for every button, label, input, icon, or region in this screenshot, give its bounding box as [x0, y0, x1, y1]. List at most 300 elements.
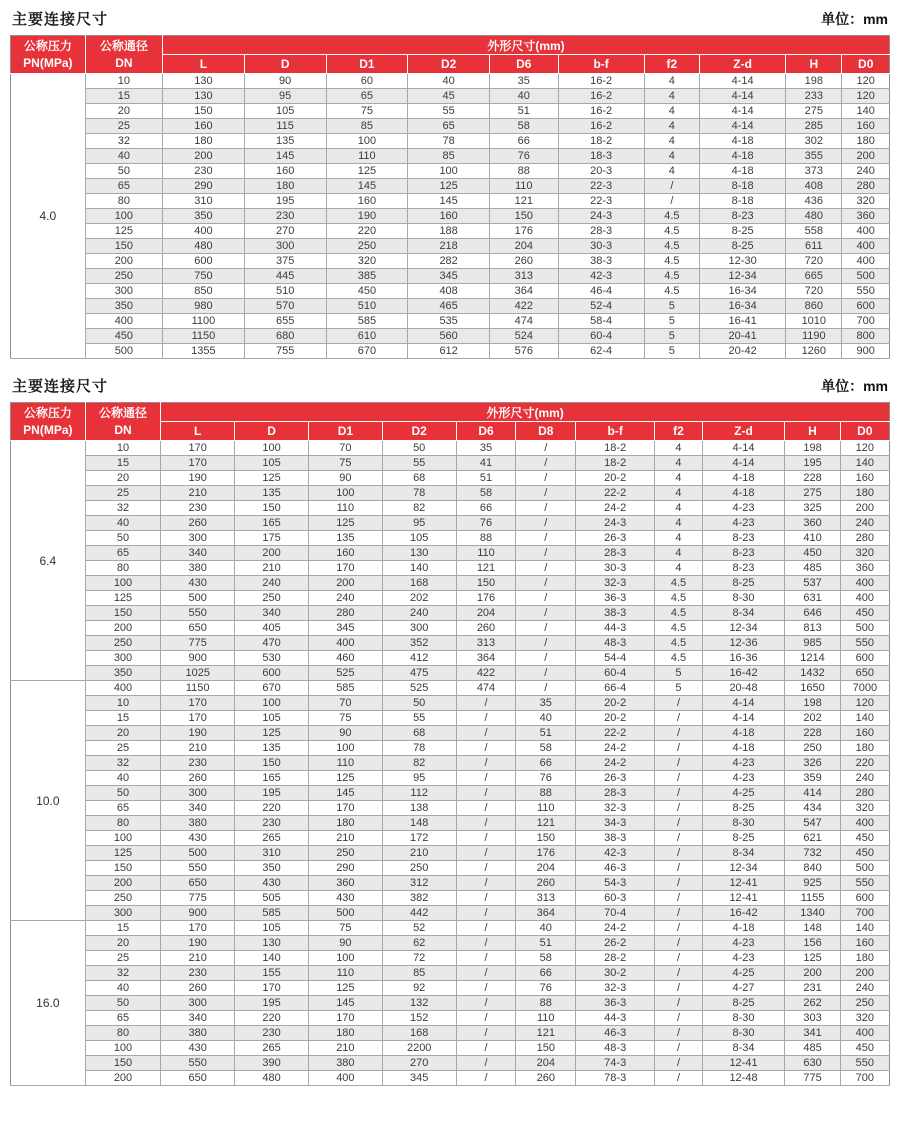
- table-row: [11, 576, 890, 591]
- dim-cell: 170: [161, 441, 235, 456]
- dim-cell: 195: [785, 456, 840, 471]
- dim-cell: 1190: [786, 329, 842, 344]
- dim-cell: 4-23: [702, 501, 785, 516]
- dim-cell: 320: [326, 254, 408, 269]
- dim-cell: 285: [786, 119, 842, 134]
- dim-cell: 20-3: [558, 164, 644, 179]
- table-row: [11, 1041, 890, 1056]
- dim-cell: 130: [235, 936, 309, 951]
- dim-cell: 90: [308, 936, 382, 951]
- dim-cell: /: [655, 786, 702, 801]
- dim-cell: 16-2: [558, 119, 644, 134]
- dim-cell: 148: [785, 921, 840, 936]
- dim-cell: 38-3: [576, 831, 655, 846]
- dim-cell: 150: [235, 501, 309, 516]
- dim-cell: 375: [244, 254, 326, 269]
- dim-cell: 58: [456, 486, 516, 501]
- dim-cell: 180: [840, 951, 889, 966]
- dim-cell: 150: [489, 209, 558, 224]
- dim-cell: 90: [308, 471, 382, 486]
- dim-cell: /: [655, 876, 702, 891]
- table-row: [11, 636, 890, 651]
- dim-cell: 125: [326, 164, 408, 179]
- dim-cell: /: [456, 726, 516, 741]
- dimension-table-pn6-10-16: [10, 402, 890, 1086]
- dim-cell: /: [655, 966, 702, 981]
- dn-cell: 65: [85, 801, 161, 816]
- dim-cell: 720: [786, 254, 842, 269]
- dn-cell: 25: [85, 741, 161, 756]
- dim-cell: /: [456, 1026, 516, 1041]
- dim-cell: 260: [489, 254, 558, 269]
- dim-cell: 275: [786, 104, 842, 119]
- dim-cell: 110: [326, 149, 408, 164]
- table-row: [11, 74, 890, 89]
- dn-cell: 100: [85, 831, 161, 846]
- dim-cell: 62: [382, 936, 456, 951]
- dim-cell: 140: [842, 104, 890, 119]
- dim-cell: 1100: [163, 314, 245, 329]
- dn-cell: 10: [85, 74, 162, 89]
- dim-cell: 88: [489, 164, 558, 179]
- dim-cell: 228: [785, 726, 840, 741]
- table-row: [11, 134, 890, 149]
- dim-cell: 900: [161, 906, 235, 921]
- dim-cell: 8-25: [702, 996, 785, 1011]
- dim-cell: 180: [840, 486, 889, 501]
- dim-cell: 8-30: [702, 1026, 785, 1041]
- dim-cell: 4-18: [700, 134, 786, 149]
- dim-cell: 4-18: [700, 164, 786, 179]
- dn-cell: 80: [85, 816, 161, 831]
- table-section-1: [10, 6, 890, 359]
- table-row: [11, 194, 890, 209]
- dim-cell: 670: [235, 681, 309, 696]
- dim-cell: 105: [244, 104, 326, 119]
- dn-cell: 200: [85, 876, 161, 891]
- dn-cell: 32: [85, 756, 161, 771]
- dim-cell: 585: [235, 906, 309, 921]
- dim-cell: 350: [163, 209, 245, 224]
- dim-cell: 35: [516, 696, 576, 711]
- dim-cell: 400: [840, 591, 889, 606]
- dim-cell: 355: [786, 149, 842, 164]
- dn-cell: 40: [85, 516, 161, 531]
- dim-cell: 16-41: [700, 314, 786, 329]
- dim-cell: 400: [308, 636, 382, 651]
- dim-cell: 840: [785, 861, 840, 876]
- dim-cell: 180: [163, 134, 245, 149]
- dim-cell: 176: [516, 846, 576, 861]
- table-row: [11, 471, 890, 486]
- dim-cell: 100: [308, 741, 382, 756]
- dim-cell: 180: [308, 816, 382, 831]
- dim-cell: 22-3: [558, 179, 644, 194]
- dim-cell: /: [456, 711, 516, 726]
- dim-cell: /: [456, 801, 516, 816]
- dim-cell: 345: [308, 621, 382, 636]
- dim-cell: 450: [840, 1041, 889, 1056]
- dim-cell: 12-41: [702, 891, 785, 906]
- dn-cell: 150: [85, 861, 161, 876]
- dim-cell: 1025: [161, 666, 235, 681]
- dim-cell: 352: [382, 636, 456, 651]
- dim-cell: /: [516, 591, 576, 606]
- dim-cell: 110: [489, 179, 558, 194]
- dim-cell: 172: [382, 831, 456, 846]
- dim-cell: 262: [785, 996, 840, 1011]
- dim-cell: /: [655, 711, 702, 726]
- dim-cell: 145: [308, 996, 382, 1011]
- dim-cell: 260: [456, 621, 516, 636]
- dim-cell: 585: [326, 314, 408, 329]
- dim-cell: 120: [842, 74, 890, 89]
- dim-cell: 30-3: [576, 561, 655, 576]
- dn-cell: 150: [85, 239, 162, 254]
- dim-cell: 4.5: [644, 224, 699, 239]
- col-header-l: L: [163, 55, 245, 74]
- dim-cell: 78: [382, 486, 456, 501]
- dim-cell: 18-2: [576, 441, 655, 456]
- table-row: [11, 966, 890, 981]
- dim-cell: 400: [842, 224, 890, 239]
- dim-cell: 480: [235, 1071, 309, 1086]
- dim-cell: 88: [516, 786, 576, 801]
- dim-cell: 290: [308, 861, 382, 876]
- dim-cell: 12-36: [702, 636, 785, 651]
- dim-cell: 22-2: [576, 486, 655, 501]
- dim-cell: 150: [516, 1041, 576, 1056]
- dim-cell: /: [655, 1041, 702, 1056]
- col-header-d2: D2: [408, 55, 490, 74]
- dim-cell: 231: [785, 981, 840, 996]
- col-header-d: D: [235, 422, 309, 441]
- dim-cell: 4.5: [644, 284, 699, 299]
- dim-cell: 40: [516, 921, 576, 936]
- dim-cell: 52: [382, 921, 456, 936]
- dn-cell: 300: [85, 284, 162, 299]
- table-row: [11, 771, 890, 786]
- dim-cell: 385: [326, 269, 408, 284]
- dim-cell: 364: [516, 906, 576, 921]
- dim-cell: 51: [516, 726, 576, 741]
- dim-cell: 500: [161, 846, 235, 861]
- dim-cell: 400: [308, 1071, 382, 1086]
- table-row: [11, 329, 890, 344]
- dim-cell: 500: [161, 591, 235, 606]
- dim-cell: 45: [408, 89, 490, 104]
- dim-cell: 550: [842, 284, 890, 299]
- dim-cell: 610: [326, 329, 408, 344]
- dim-cell: 560: [408, 329, 490, 344]
- dim-cell: 4.5: [655, 621, 702, 636]
- dim-cell: /: [456, 1071, 516, 1086]
- dim-cell: 4: [644, 134, 699, 149]
- dim-cell: 340: [161, 1011, 235, 1026]
- dim-cell: 450: [785, 546, 840, 561]
- dim-cell: 220: [235, 801, 309, 816]
- dim-cell: 100: [308, 486, 382, 501]
- dim-cell: 310: [163, 194, 245, 209]
- col-header-d0: D0: [840, 422, 889, 441]
- dim-cell: 430: [161, 1041, 235, 1056]
- dim-cell: 260: [161, 771, 235, 786]
- dim-cell: 210: [161, 486, 235, 501]
- pressure-group-cell: 6.4: [11, 441, 86, 681]
- dim-cell: 340: [161, 801, 235, 816]
- unit-label: 单位：mm: [821, 378, 888, 394]
- dim-cell: 8-25: [700, 224, 786, 239]
- dim-cell: 360: [842, 209, 890, 224]
- dim-cell: /: [456, 771, 516, 786]
- dim-cell: 1155: [785, 891, 840, 906]
- dim-cell: /: [456, 846, 516, 861]
- dn-cell: 32: [85, 966, 161, 981]
- dim-cell: 105: [235, 921, 309, 936]
- dim-cell: 240: [840, 981, 889, 996]
- dim-cell: 630: [785, 1056, 840, 1071]
- dim-cell: 210: [382, 846, 456, 861]
- dim-cell: 12-41: [702, 1056, 785, 1071]
- dim-cell: 800: [842, 329, 890, 344]
- dim-cell: 130: [382, 546, 456, 561]
- dim-cell: 1340: [785, 906, 840, 921]
- dim-cell: 150: [235, 756, 309, 771]
- dim-cell: 20-2: [576, 696, 655, 711]
- table-row: [11, 1056, 890, 1071]
- table-row: [11, 951, 890, 966]
- dim-cell: 8-18: [700, 194, 786, 209]
- dim-cell: 700: [840, 906, 889, 921]
- dim-cell: 5: [644, 299, 699, 314]
- table-row: [11, 164, 890, 179]
- dim-cell: 51: [456, 471, 516, 486]
- dim-cell: 24-2: [576, 756, 655, 771]
- dim-cell: 525: [308, 666, 382, 681]
- dim-cell: 4-18: [700, 149, 786, 164]
- dim-cell: /: [456, 696, 516, 711]
- dim-cell: 180: [842, 134, 890, 149]
- dim-cell: 422: [456, 666, 516, 681]
- dim-cell: 46-3: [576, 861, 655, 876]
- dim-cell: 400: [842, 254, 890, 269]
- dim-cell: /: [456, 921, 516, 936]
- dim-cell: 360: [785, 516, 840, 531]
- dim-cell: 500: [308, 906, 382, 921]
- dim-cell: 775: [785, 1071, 840, 1086]
- dim-cell: 135: [244, 134, 326, 149]
- dim-cell: 34-3: [576, 816, 655, 831]
- dim-cell: 130: [163, 89, 245, 104]
- dim-cell: 4: [655, 441, 702, 456]
- dim-cell: 40: [489, 89, 558, 104]
- dim-cell: 4.5: [655, 651, 702, 666]
- dim-cell: /: [655, 861, 702, 876]
- dim-cell: 55: [382, 456, 456, 471]
- dim-cell: 62-4: [558, 344, 644, 359]
- dim-cell: /: [456, 1011, 516, 1026]
- col-header-f2: f2: [655, 422, 702, 441]
- catalog-page: [10, 6, 890, 1086]
- dim-cell: 170: [308, 561, 382, 576]
- titlebar-2: [10, 373, 890, 402]
- col-header-dims-group: 外形尺寸(mm): [163, 36, 890, 55]
- dim-cell: 373: [786, 164, 842, 179]
- table-row: [11, 681, 890, 696]
- dim-cell: 300: [382, 621, 456, 636]
- dim-cell: 813: [785, 621, 840, 636]
- col-header-d6: D6: [456, 422, 516, 441]
- dim-cell: 16-36: [702, 651, 785, 666]
- dim-cell: 51: [516, 936, 576, 951]
- table-row: [11, 861, 890, 876]
- dim-cell: 250: [308, 846, 382, 861]
- dim-cell: 125: [308, 516, 382, 531]
- dim-cell: 160: [326, 194, 408, 209]
- dn-cell: 350: [85, 299, 162, 314]
- col-header-pressure: 公称压力 PN(MPa): [11, 36, 86, 74]
- dim-cell: 1355: [163, 344, 245, 359]
- dim-cell: 42-3: [558, 269, 644, 284]
- table-row: [11, 209, 890, 224]
- table-row: [11, 786, 890, 801]
- dim-cell: 650: [161, 621, 235, 636]
- dim-cell: /: [644, 179, 699, 194]
- dim-cell: /: [655, 1056, 702, 1071]
- dim-cell: 320: [840, 546, 889, 561]
- dim-cell: 4: [655, 531, 702, 546]
- table-row: [11, 314, 890, 329]
- dim-cell: 16-2: [558, 74, 644, 89]
- dim-cell: 442: [382, 906, 456, 921]
- dim-cell: /: [456, 996, 516, 1011]
- dn-cell: 65: [85, 1011, 161, 1026]
- dim-cell: 65: [408, 119, 490, 134]
- dim-cell: 4: [655, 516, 702, 531]
- dim-cell: 76: [516, 981, 576, 996]
- dim-cell: 408: [786, 179, 842, 194]
- dim-cell: 550: [161, 606, 235, 621]
- dim-cell: 82: [382, 501, 456, 516]
- dim-cell: 280: [840, 786, 889, 801]
- dim-cell: 40: [408, 74, 490, 89]
- dim-cell: /: [456, 966, 516, 981]
- dim-cell: 135: [235, 486, 309, 501]
- dim-cell: 8-23: [702, 561, 785, 576]
- dim-cell: 4: [655, 561, 702, 576]
- dim-cell: 5: [655, 666, 702, 681]
- dim-cell: 190: [161, 471, 235, 486]
- dim-cell: 175: [235, 531, 309, 546]
- dn-cell: 65: [85, 546, 161, 561]
- dim-cell: /: [655, 696, 702, 711]
- dim-cell: /: [516, 456, 576, 471]
- dim-cell: 4.5: [644, 269, 699, 284]
- dim-cell: 200: [840, 966, 889, 981]
- dim-cell: 105: [235, 711, 309, 726]
- dim-cell: 70: [308, 441, 382, 456]
- dim-cell: 510: [326, 299, 408, 314]
- dim-cell: 8-30: [702, 1011, 785, 1026]
- dim-cell: 210: [308, 831, 382, 846]
- dn-cell: 100: [85, 209, 162, 224]
- dim-cell: 95: [382, 516, 456, 531]
- dim-cell: 200: [840, 501, 889, 516]
- col-header-d1: D1: [308, 422, 382, 441]
- dim-cell: 650: [161, 876, 235, 891]
- dim-cell: 41: [456, 456, 516, 471]
- dim-cell: /: [516, 576, 576, 591]
- dim-cell: 412: [382, 651, 456, 666]
- dim-cell: 290: [163, 179, 245, 194]
- dim-cell: 524: [489, 329, 558, 344]
- dim-cell: 303: [785, 1011, 840, 1026]
- dim-cell: 32-3: [576, 576, 655, 591]
- dim-cell: 55: [382, 711, 456, 726]
- dim-cell: 18-3: [558, 149, 644, 164]
- dim-cell: 176: [456, 591, 516, 606]
- dim-cell: 775: [161, 891, 235, 906]
- dim-cell: 125: [235, 471, 309, 486]
- dn-cell: 200: [85, 621, 161, 636]
- dim-cell: 550: [840, 636, 889, 651]
- dim-cell: /: [456, 786, 516, 801]
- dim-cell: 4: [644, 89, 699, 104]
- dim-cell: 85: [382, 966, 456, 981]
- section-title: 主要连接尺寸: [12, 378, 109, 395]
- dn-cell: 25: [85, 486, 161, 501]
- table-row: [11, 1071, 890, 1086]
- dim-cell: 450: [840, 846, 889, 861]
- dim-cell: 313: [516, 891, 576, 906]
- dim-cell: 35: [489, 74, 558, 89]
- dim-cell: 168: [382, 576, 456, 591]
- dn-cell: 20: [85, 936, 161, 951]
- dim-cell: 115: [244, 119, 326, 134]
- dim-cell: /: [456, 831, 516, 846]
- dim-cell: 8-23: [702, 531, 785, 546]
- dim-cell: 230: [161, 501, 235, 516]
- dim-cell: 480: [786, 209, 842, 224]
- dim-cell: 160: [163, 119, 245, 134]
- dim-cell: 121: [516, 1026, 576, 1041]
- dim-cell: 4-14: [702, 456, 785, 471]
- dim-cell: 60: [326, 74, 408, 89]
- dim-cell: /: [516, 486, 576, 501]
- dim-cell: /: [655, 756, 702, 771]
- table-row: [11, 1026, 890, 1041]
- dim-cell: 359: [785, 771, 840, 786]
- dim-cell: 160: [840, 936, 889, 951]
- dim-cell: 170: [161, 711, 235, 726]
- dim-cell: 576: [489, 344, 558, 359]
- dim-cell: /: [456, 816, 516, 831]
- dim-cell: 16-42: [702, 666, 785, 681]
- dim-cell: 265: [235, 831, 309, 846]
- dim-cell: 145: [244, 149, 326, 164]
- table-row: [11, 179, 890, 194]
- dim-cell: /: [655, 816, 702, 831]
- dim-cell: /: [655, 1011, 702, 1026]
- dn-cell: 25: [85, 119, 162, 134]
- dim-cell: 60-3: [576, 891, 655, 906]
- dim-cell: 95: [382, 771, 456, 786]
- dn-cell: 300: [85, 651, 161, 666]
- dim-cell: 474: [489, 314, 558, 329]
- dim-cell: 100: [308, 951, 382, 966]
- dim-cell: 12-34: [702, 861, 785, 876]
- dim-cell: 110: [516, 1011, 576, 1026]
